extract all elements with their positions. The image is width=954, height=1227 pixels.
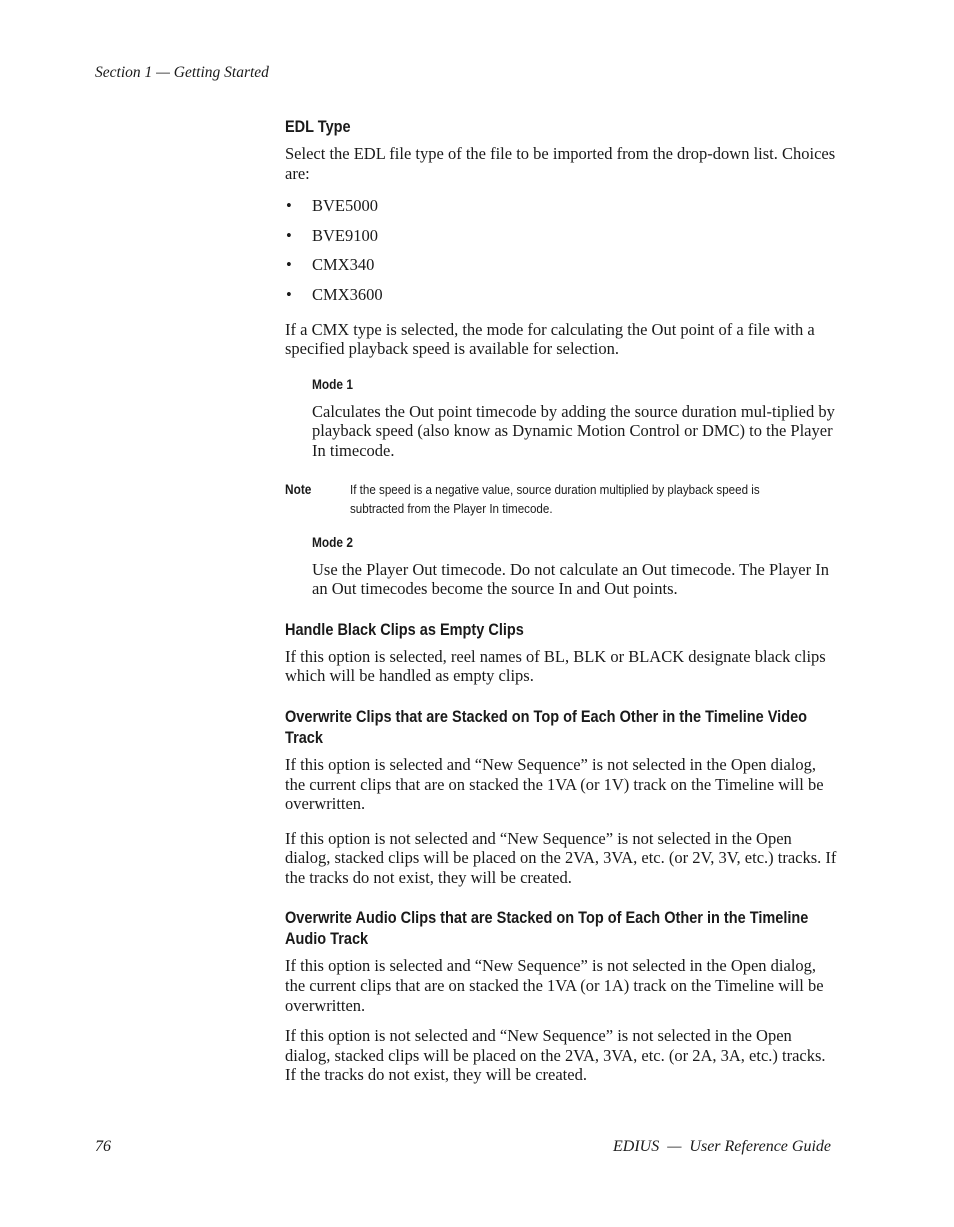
note-block [285, 480, 840, 518]
choice-label: BVE5000 [312, 196, 378, 216]
note-label: Note [285, 481, 312, 497]
choice-label: CMX340 [312, 255, 375, 275]
edl-type-section [285, 117, 840, 599]
overwrite-video-text-1: If this option is selected and “New Sequence” is not selected in the Open dialog, the current clips that are on stacked the 1VA (or 1V) track on the Timeline will be overwritten. [285, 754, 824, 814]
mode1-heading: Mode 1 [312, 376, 353, 392]
mode2-block [312, 534, 840, 599]
overwrite-video-text-2: If this option is not selected and “New Sequence” is not selected in the Open dialog, stacked clips will be placed on the 2VA, 3VA, etc. (or 2V, 3V, etc.) tracks. If the tracks do not exist, they will be created. [285, 828, 837, 887]
mode2-heading: Mode 2 [312, 534, 353, 550]
cmx-paragraph: If a CMX type is selected, the mode for calculating the Out point of a file with a specified playback speed is available for selection. [285, 319, 815, 359]
choice-label: BVE9100 [312, 225, 378, 245]
bullet-icon: • [286, 284, 292, 304]
edl-type-heading: EDL Type [285, 118, 351, 136]
page-number: 76 [95, 1138, 111, 1155]
mode1-text: Calculates the Out point timecode by adding the source duration mul-tiplied by playback speed (also know as Dynamic Motion Control or DMC) to the Player In timecode. [312, 401, 835, 460]
handle-black-heading: Handle Black Clips as Empty Clips [285, 620, 524, 639]
overwrite-video-heading: Overwrite Clips that are Stacked on Top of Each Other in the Timeline Video Track [285, 707, 808, 747]
edl-type-choices [285, 196, 840, 304]
footer-guide-title: EDIUS — User Reference Guide [612, 1138, 831, 1155]
mode1-block [312, 376, 840, 461]
overwrite-audio-text-1: If this option is selected and “New Sequence” is not selected in the Open dialog, the current clips that are on stacked the 1VA (or 1A) track on the Timeline will be overwritten. [285, 956, 824, 1015]
overwrite-audio-heading: Overwrite Audio Clips that are Stacked on Top of Each Other in the Timeline Audio Track [285, 909, 809, 949]
overwrite-audio-section [285, 908, 840, 1085]
choice-label: CMX3600 [312, 284, 383, 304]
list-item [285, 226, 840, 246]
overwrite-audio-text-2: If this option is not selected and “New Sequence” is not selected in the Open dialog, stacked clips will be placed on the 2VA, 3VA, etc. (or 2A, 3A, etc.) tracks. If the tracks do not exist, they will be created. [285, 1026, 826, 1085]
handle-black-section [285, 620, 840, 686]
bullet-icon: • [286, 255, 292, 275]
handle-black-text: If this option is selected, reel names of BL, BLK or BLACK designate black clips which will be handled as empty clips. [285, 646, 826, 686]
list-item [285, 196, 840, 216]
running-head: Section 1 — Getting Started [95, 64, 269, 81]
page-content [285, 117, 840, 1085]
overwrite-video-section [285, 707, 840, 888]
bullet-icon: • [286, 196, 292, 216]
mode2-text: Use the Player Out timecode. Do not calculate an Out timecode. The Player In an Out timecodes become the source In and Out points. [312, 559, 829, 599]
bullet-icon: • [286, 225, 292, 245]
edl-type-intro: Select the EDL file type of the file to be imported from the drop-down list. Choices are: [285, 144, 836, 183]
list-item [285, 285, 840, 305]
note-text: If the speed is a negative value, source duration multiplied by playback speed is subtracted from the Player In timecode. [349, 481, 760, 516]
list-item [285, 255, 840, 275]
